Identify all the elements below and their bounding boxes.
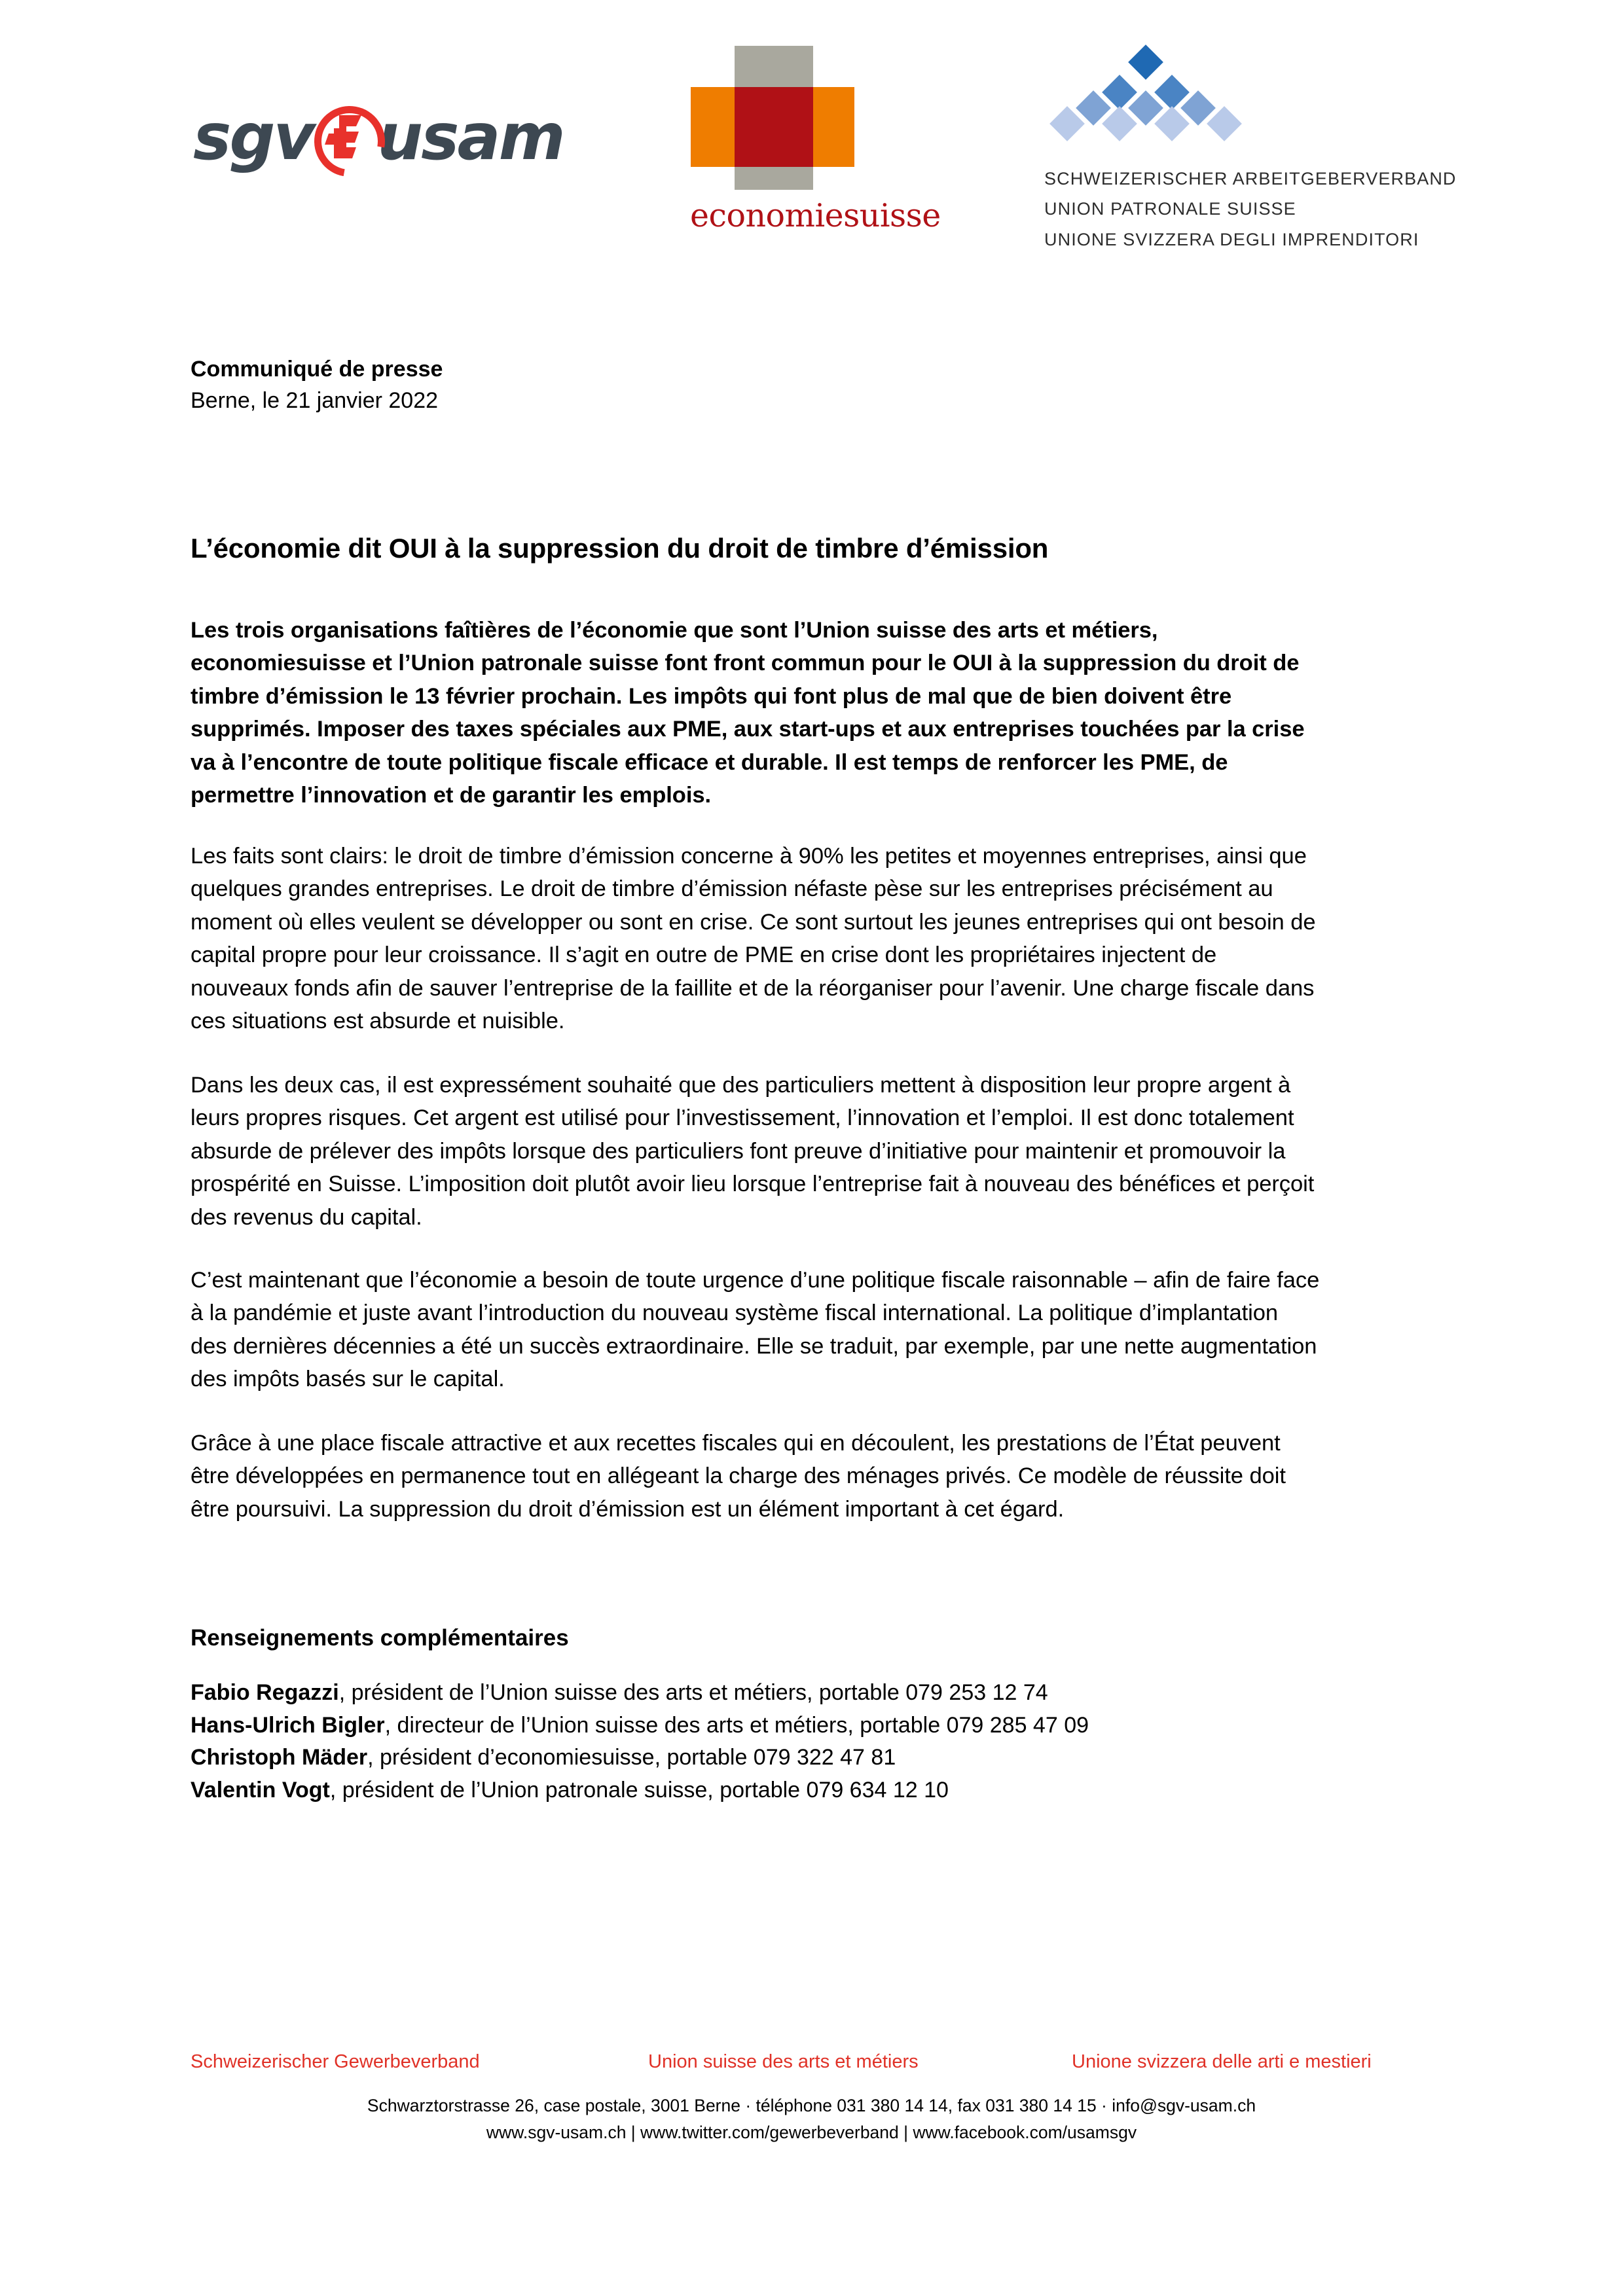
swiss-cross-shape [325,115,365,158]
sgv-wordmark-right: usam [377,100,564,175]
contact-row [191,1677,1323,1710]
contact-row [191,1774,1323,1807]
page-title: L’économie dit OUI à la suppression du droit de timbre d’émission [191,533,1049,564]
contact-row [191,1710,1323,1742]
footer-org-name-de: Schweizerischer Gewerbeverband [191,2051,480,2072]
swiss-cross-circle-icon [310,102,381,173]
economiesuisse-wordmark: economiesuisse [690,197,941,234]
diamond-1 [1128,45,1163,80]
logo-header-band [0,0,1623,281]
contact-details: , président de l’Union suisse des arts et métiers, portable 079 253 12 74 [338,1680,1048,1705]
contact-name: Christoph Mäder [191,1745,368,1770]
body-paragraph-3: C’est maintenant que l’économie a besoin de toute urgence d’une politique fiscale raisonnable – afin de faire face à la pandémie et juste avant l’introduction du nouveau système fiscal international. La politique d’implantation des dernières décennies a été un succès extraordinaire. Elle se traduit, par exemple, par une nette augmentation des impôts basés sur le capital. [191,1267,1320,1392]
economiesuisse-logo [674,39,941,262]
sgv-usam-logo [193,101,564,173]
diamond-pyramid-icon [1044,46,1247,157]
footer-org-name-fr: Union suisse des arts et métiers [648,2051,919,2072]
lead-paragraph: Les trois organisations faîtières de l’économie que sont l’Union suisse des arts et métiers, economiesuisse et l’Union patronale suisse font front commun pour le OUI à la suppression du droit de timbre d’émission le 13 février prochain. Les impôts qui font plus de mal que de bien doivent être supprimés. Imposer des taxes spéciales aux PME, aux start-ups et aux entreprises touchées par la crise va à l’encontre de toute politique fiscale efficace et durable. Il est temps de renforcer les PME, de permettre l’innovation et de garantir les emplois. [191,617,1305,808]
eco-center-square [735,87,813,167]
contact-name: Hans-Ulrich Bigler [191,1712,385,1738]
body-paragraph-4: Grâce à une place fiscale attractive et aux recettes fiscales qui en découlent, les prestations de l’État peuvent être développées en permanence tout en allégeant la charge des ménages privés. Ce modèle de réussite doit être poursuivi. La suppression du droit d’émission est un élément important à cet égard. [191,1430,1286,1522]
contact-details: , président d’economiesuisse, portable 079 322 47 81 [367,1745,896,1770]
document-type-label: Communiqué de presse [191,357,443,382]
arbeitgeberverband-name-it: UNIONE SVIZZERA DEGLI IMPRENDITORI [1044,229,1419,249]
contact-details: , directeur de l’Union suisse des arts et métiers, portable 079 285 47 09 [384,1712,1089,1738]
body-paragraph-2: Dans les deux cas, il est expressément souhaité que des particuliers mettent à disposition leur propre argent à leurs propres risques. Cet argent est utilisé pour l’investissement, l’innovation et l’emploi. Il est donc totalement absurde de prélever des impôts lorsque des particuliers font preuve d’initiative pour maintenir et promouvoir la prospérité en Suisse. L’imposition doit plutôt avoir lieu lorsque l’entreprise fait à nouveau des bénéfices et perçoit des revenus du capital. [191,1072,1315,1230]
arbeitgeberverband-names [1044,164,1457,255]
contact-name: Fabio Regazzi [191,1680,339,1705]
contact-name: Valentin Vogt [191,1777,330,1803]
contact-details: , président de l’Union patronale suisse, portable 079 634 12 10 [329,1777,949,1803]
sgv-wordmark-left: sgv [193,100,314,175]
arbeitgeberverband-name-de: SCHWEIZERISCHER ARBEITGEBERVERBAND [1044,169,1457,188]
place-and-date: Berne, le 21 janvier 2022 [191,388,439,414]
body-paragraph-1: Les faits sont clairs: le droit de timbre d’émission concerne à 90% les petites et moyennes entreprises, ainsi que quelques grandes entreprises. Le droit de timbre d’émission néfaste pèse sur les entreprises précisément au moment où elles veulent se développer ou sont en crise. Ce sont surtout les jeunes entreprises qui ont besoin de capital propre pour leur croissance. Il s’agit en outre de PME en crise dont les propriétaires injectent de nouveaux fonds afin de sauver l’entreprise de la faillite et de la réorganiser pour l’avenir. Une charge fiscale dans ces situations est absurde et nuisible. [191,843,1316,1034]
economiesuisse-mark-icon [674,39,910,203]
contact-section-heading: Renseignements complémentaires [191,1625,569,1651]
contact-row [191,1742,1323,1774]
footer-org-names [0,2051,1623,2077]
document-meta [191,353,1323,417]
arbeitgeberverband-logo [1044,46,1457,262]
footer-address-line: Schwarztorstrasse 26, case postale, 3001 Berne · téléphone 031 380 14 14, fax 031 380 14 15 · info@sgv-usam.ch [367,2096,1256,2115]
footer-org-name-it: Unione svizzera delle arti e mestieri [1072,2051,1372,2072]
footer-links-line: www.sgv-usam.ch | www.twitter.com/gewerbeverband | www.facebook.com/usamsgv [486,2123,1137,2143]
footer-contact-block [0,2092,1623,2146]
contact-list [191,1677,1323,1807]
arbeitgeberverband-name-fr: UNION PATRONALE SUISSE [1044,199,1296,219]
